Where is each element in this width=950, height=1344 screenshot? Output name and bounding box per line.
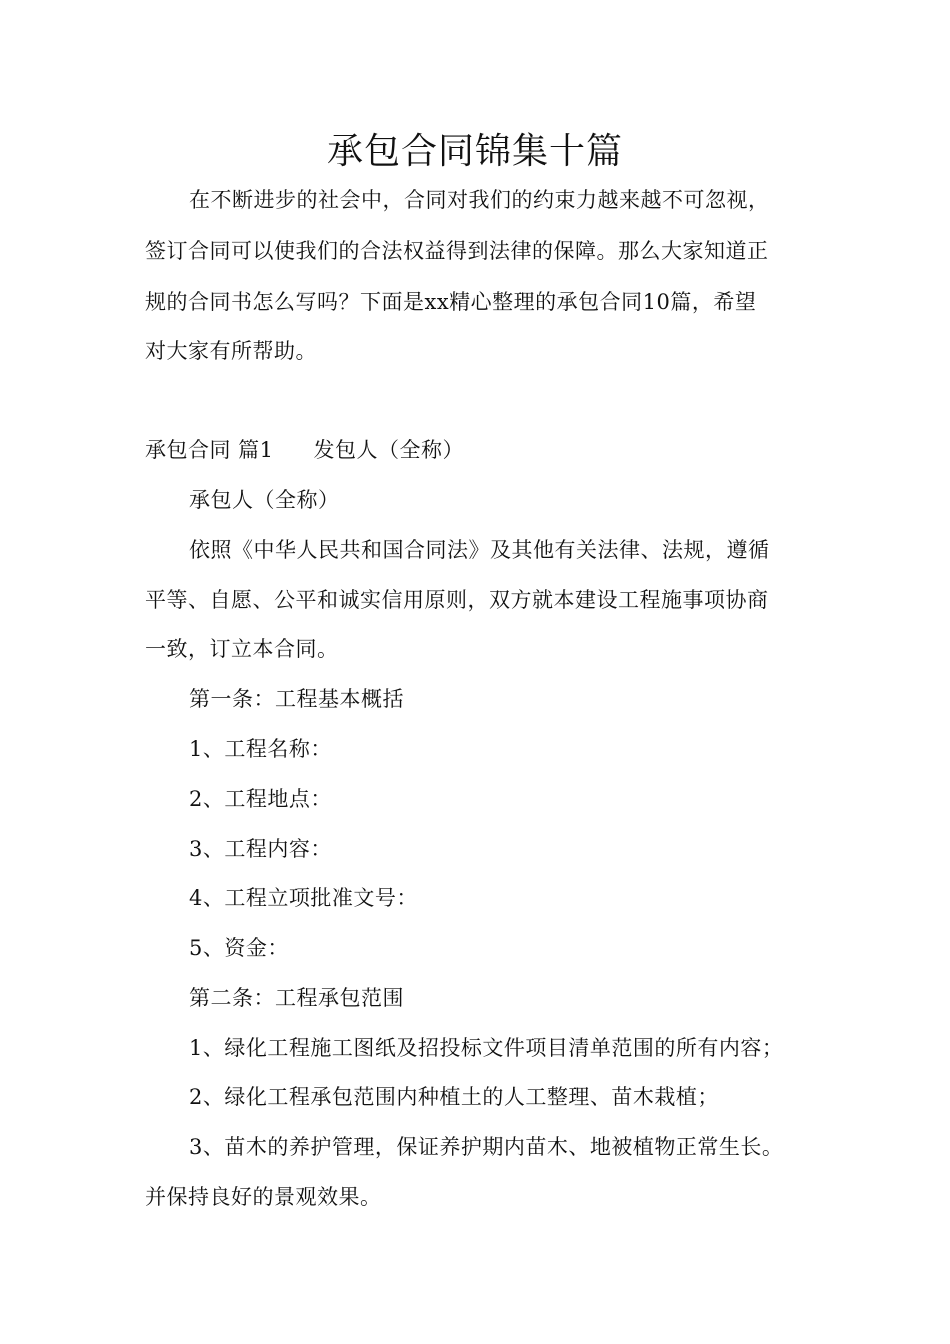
section-heading: 承包合同 篇1 — [145, 438, 274, 462]
article-heading: 第一条：工程基本概括 — [189, 687, 404, 711]
intro-line: 在不断进步的社会中，合同对我们的约束力越来越不可忽视， — [189, 188, 770, 212]
article-item: 2、工程地点： — [189, 787, 332, 811]
article-item: 3、苗木的养护管理，保证养护期内苗木、地被植物正常生长。 — [189, 1135, 784, 1159]
preamble-line: 依照《中华人民共和国合同法》及其他有关法律、法规，遵循 — [189, 538, 770, 562]
preamble-line: 平等、自愿、公平和诚实信用原则，双方就本建设工程施事项协商 — [145, 588, 769, 612]
party-a-label: 发包人（全称） — [313, 438, 465, 462]
article-item: 5、资金： — [189, 936, 289, 960]
article-heading: 第二条：工程承包范围 — [189, 986, 404, 1010]
section-heading-line — [145, 435, 464, 465]
intro-line: 对大家有所帮助。 — [145, 339, 317, 363]
article-item: 1、绿化工程施工图纸及招投标文件项目清单范围的所有内容； — [189, 1036, 784, 1060]
article-item: 4、工程立项批准文号： — [189, 886, 418, 910]
intro-line: 规的合同书怎么写吗？下面是xx精心整理的承包合同10篇，希望 — [145, 290, 757, 314]
article-item: 2、绿化工程承包范围内种植土的人工整理、苗木栽植； — [189, 1085, 719, 1109]
article-item: 1、工程名称： — [189, 737, 332, 761]
preamble-line: 一致，订立本合同。 — [145, 637, 339, 661]
article-item: 3、工程内容： — [189, 837, 332, 861]
party-b-label: 承包人（全称） — [189, 488, 340, 512]
document-title: 承包合同锦集十篇 — [326, 131, 623, 172]
intro-line: 签订合同可以使我们的合法权益得到法律的保障。那么大家知道正 — [145, 239, 769, 263]
article-item-continuation: 并保持良好的景观效果。 — [145, 1185, 382, 1209]
